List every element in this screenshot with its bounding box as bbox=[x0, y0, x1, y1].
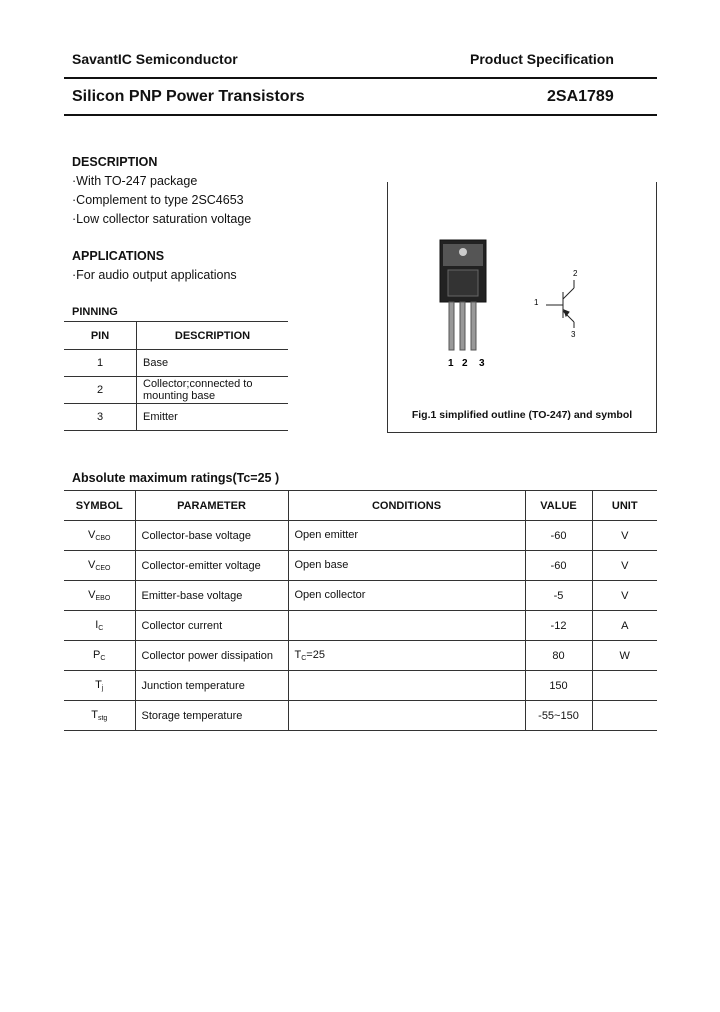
pin-header: PIN bbox=[64, 322, 137, 350]
pin-label: 1 bbox=[448, 358, 454, 369]
conditions-cell bbox=[288, 671, 525, 701]
table-row bbox=[64, 377, 288, 404]
ratings-title: Absolute maximum ratings(Tc=25 ) bbox=[72, 471, 280, 485]
symbol-label-base: 1 bbox=[534, 298, 539, 307]
description-title: DESCRIPTION bbox=[72, 155, 158, 169]
description-item: ·With TO-247 package bbox=[72, 174, 198, 188]
transistor-symbol bbox=[546, 280, 574, 328]
conditions-cell: Open base bbox=[288, 551, 525, 581]
symbol-cell: $I_C$ bbox=[64, 611, 135, 641]
table-row bbox=[64, 611, 657, 641]
table-row bbox=[64, 350, 288, 377]
symbol-cell: $P_C$ bbox=[64, 641, 135, 671]
applications-title: APPLICATIONS bbox=[72, 249, 165, 263]
unit-cell: V bbox=[592, 551, 657, 581]
unit-cell: V bbox=[592, 581, 657, 611]
pin-desc-header: DESCRIPTION bbox=[137, 322, 289, 350]
parameter-cell: Collector-base voltage bbox=[135, 521, 288, 551]
header-rule-top bbox=[64, 77, 657, 79]
header-rule-bottom bbox=[64, 114, 657, 116]
pin-label: 2 bbox=[462, 358, 468, 369]
unit-cell: V bbox=[592, 521, 657, 551]
part-number: 2SA1789 bbox=[547, 88, 614, 105]
unit-cell bbox=[592, 701, 657, 731]
value-cell: -60 bbox=[525, 521, 592, 551]
pin-description: Collector;connected to mounting base bbox=[137, 377, 289, 404]
table-row bbox=[64, 404, 288, 431]
symbol-label-collector: 2 bbox=[573, 269, 578, 278]
description-item: ·Low collector saturation voltage bbox=[72, 212, 252, 226]
applications-item: ·For audio output applications bbox=[72, 268, 237, 282]
symbol-cell: $V_{CBO}$ bbox=[64, 521, 135, 551]
package-outline-drawing bbox=[388, 182, 656, 407]
figure-box bbox=[387, 182, 657, 433]
pin-number: 2 bbox=[64, 377, 137, 404]
figure-caption: Fig.1 simplified outline (TO-247) and symbol bbox=[411, 409, 633, 421]
symbol-cell: $T_j$ bbox=[64, 671, 135, 701]
pin-description: Emitter bbox=[137, 404, 289, 431]
value-cell: 150 bbox=[525, 671, 592, 701]
value-cell: -55~150 bbox=[525, 701, 592, 731]
unit-header: UNIT bbox=[592, 491, 657, 521]
conditions-cell bbox=[288, 611, 525, 641]
conditions-cell bbox=[288, 701, 525, 731]
unit-cell: W bbox=[592, 641, 657, 671]
company-name: SavantIC Semiconductor bbox=[72, 51, 238, 67]
value-cell: -60 bbox=[525, 551, 592, 581]
symbol-cell: $T_{stg}$ bbox=[64, 701, 135, 731]
symbol-cell: $V_{EBO}$ bbox=[64, 581, 135, 611]
pin-number: 3 bbox=[64, 404, 137, 431]
pinning-table bbox=[64, 321, 288, 431]
value-header: VALUE bbox=[525, 491, 592, 521]
pin-label: 3 bbox=[479, 358, 485, 369]
table-row bbox=[64, 671, 657, 701]
symbol-cell: $V_{CEO}$ bbox=[64, 551, 135, 581]
value-cell: -5 bbox=[525, 581, 592, 611]
pin-description: Base bbox=[137, 350, 289, 377]
description-item: ·Complement to type 2SC4653 bbox=[72, 193, 244, 207]
parameter-cell: Storage temperature bbox=[135, 701, 288, 731]
product-line: Silicon PNP Power Transistors bbox=[72, 88, 305, 105]
table-row bbox=[64, 701, 657, 731]
unit-cell: A bbox=[592, 611, 657, 641]
doc-type: Product Specification bbox=[470, 51, 614, 67]
value-cell: 80 bbox=[525, 641, 592, 671]
pinning-title: PINNING bbox=[72, 306, 118, 318]
ratings-table bbox=[64, 490, 657, 731]
parameter-cell: Junction temperature bbox=[135, 671, 288, 701]
conditions-header: CONDITIONS bbox=[288, 491, 525, 521]
table-row bbox=[64, 521, 657, 551]
conditions-cell: $T_C=25$ bbox=[288, 641, 525, 671]
conditions-cell: Open emitter bbox=[288, 521, 525, 551]
parameter-cell: Collector power dissipation bbox=[135, 641, 288, 671]
parameter-cell: Collector current bbox=[135, 611, 288, 641]
symbol-label-emitter: 3 bbox=[571, 330, 576, 339]
parameter-header: PARAMETER bbox=[135, 491, 288, 521]
unit-cell bbox=[592, 671, 657, 701]
value-cell: -12 bbox=[525, 611, 592, 641]
conditions-cell: Open collector bbox=[288, 581, 525, 611]
table-row bbox=[64, 551, 657, 581]
table-row bbox=[64, 641, 657, 671]
table-row bbox=[64, 581, 657, 611]
pin-number: 1 bbox=[64, 350, 137, 377]
parameter-cell: Emitter-base voltage bbox=[135, 581, 288, 611]
symbol-header: SYMBOL bbox=[64, 491, 135, 521]
parameter-cell: Collector-emitter voltage bbox=[135, 551, 288, 581]
